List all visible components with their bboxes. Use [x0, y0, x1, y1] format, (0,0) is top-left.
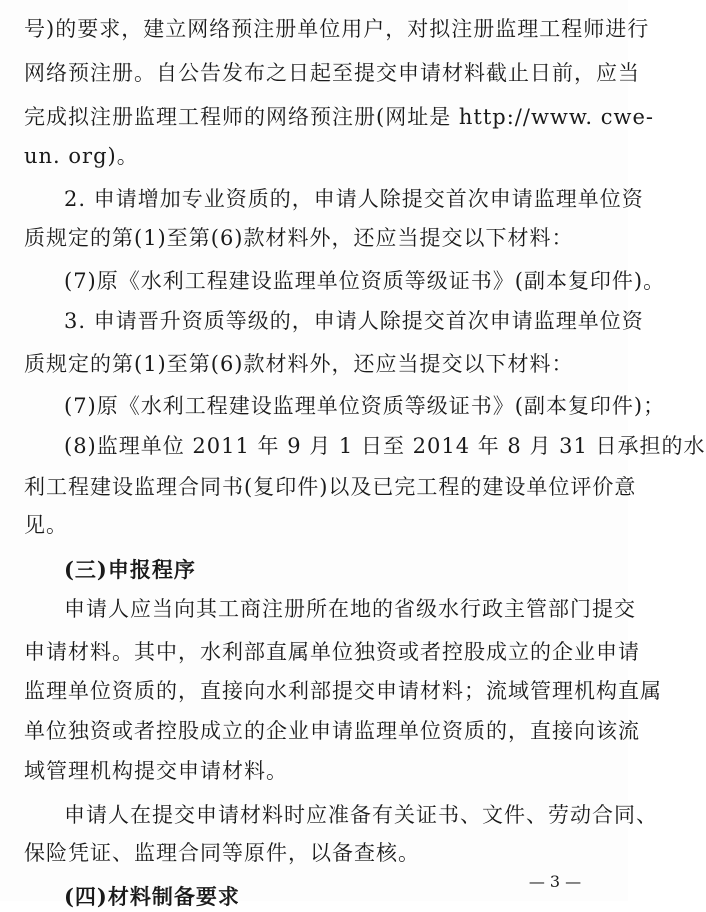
- text-line: 利工程建设监理合同书(复印件)以及已完工程的建设单位评价意: [24, 475, 637, 499]
- text-line: 申请人应当向其工商注册所在地的省级水行政主管部门提交: [64, 597, 636, 621]
- text-line: 申请人在提交申请材料时应准备有关证书、文件、劳动合同、: [64, 803, 658, 827]
- text-line: 质规定的第(1)至第(6)款材料外，还应当提交以下材料：: [24, 226, 574, 250]
- text-line: 保险凭证、监理合同等原件，以备查核。: [24, 841, 420, 865]
- section-heading: (三)申报程序: [64, 557, 196, 582]
- text-line: 2. 申请增加专业资质的，申请人除提交首次申请监理单位资: [64, 187, 644, 211]
- text-line: 网络预注册。自公告发布之日起至提交申请材料截止日前，应当: [24, 61, 640, 85]
- text-line: 单位独资或者控股成立的企业申请监理单位资质的，直接向该流: [24, 719, 640, 743]
- text-line: (7)原《水利工程建设监理单位资质等级证书》(副本复印件)。: [64, 269, 666, 293]
- text-line: 域管理机构提交申请材料。: [24, 759, 288, 783]
- text-line: 3. 申请晋升资质等级的，申请人除提交首次申请监理单位资: [64, 309, 644, 333]
- section-heading: (四)材料制备要求: [64, 884, 240, 909]
- text-line: 监理单位资质的，直接向水利部提交申请材料；流域管理机构直属: [24, 679, 662, 703]
- text-line: 申请材料。其中，水利部直属单位独资或者控股成立的企业申请: [24, 640, 640, 664]
- text-line: 见。: [24, 513, 68, 537]
- text-line: un. org)。: [24, 144, 139, 168]
- text-line: 号)的要求，建立网络预注册单位用户，对拟注册监理工程师进行: [24, 17, 650, 41]
- text-line: 质规定的第(1)至第(6)款材料外，还应当提交以下材料：: [24, 352, 574, 376]
- text-line: (8)监理单位 2011 年 9 月 1 日至 2014 年 8 月 31 日承担的水: [64, 434, 706, 458]
- text-line: 完成拟注册监理工程师的网络预注册(网址是 http://www. cwe-: [24, 105, 654, 129]
- text-line: (7)原《水利工程建设监理单位资质等级证书》(副本复印件)；: [64, 394, 666, 418]
- page-number: — 3 —: [528, 872, 582, 891]
